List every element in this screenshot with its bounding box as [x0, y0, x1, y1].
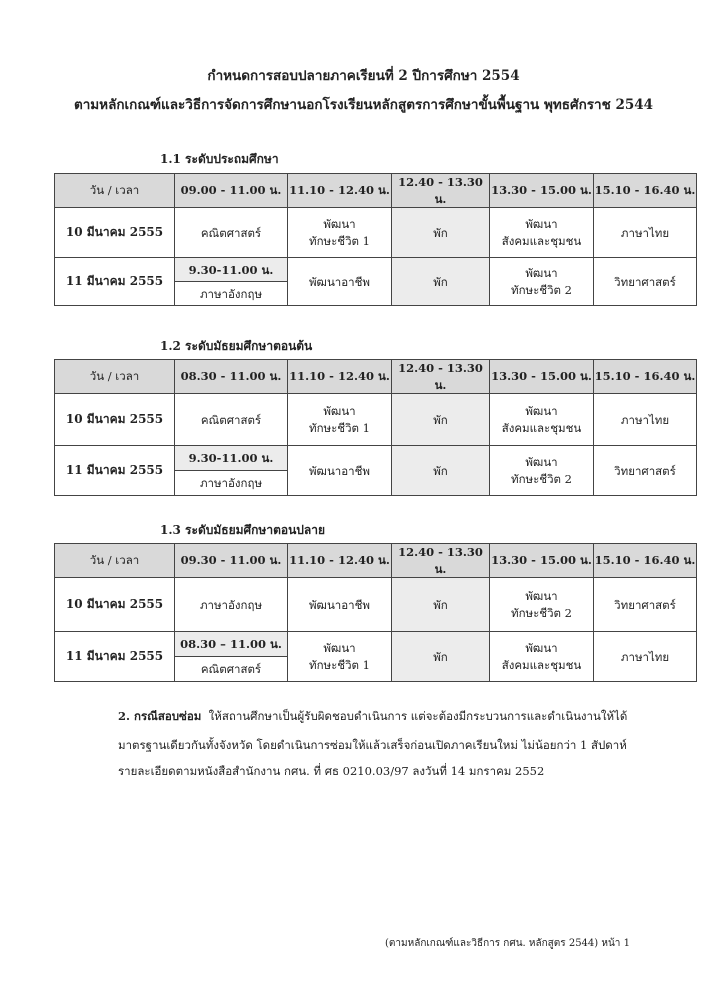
subject-cell: พัฒนา สังคมและชุมชน — [490, 632, 594, 682]
header-cell: 09.30 - 11.00 น. — [175, 544, 288, 578]
subject-cell: คณิตศาสตร์ — [175, 208, 288, 258]
date-cell: 10 มีนาคม 2555 — [55, 578, 175, 632]
subject-cell: พัฒนา ทักษะชีวิต 1 — [288, 394, 392, 446]
page-subtitle: ตามหลักเกณฑ์และวิธีการจัดการศึกษานอกโรงเรียนหลักสูตรการศึกษาขั้นพื้นฐาน พุทธศักราช 2544 — [73, 97, 654, 113]
time-cell: 9.30-11.00 น. — [175, 258, 288, 282]
subject-cell: ภาษาอังกฤษ — [175, 282, 288, 306]
break-cell: พัก — [392, 394, 490, 446]
table-row — [55, 394, 697, 446]
header-cell: 09.00 - 11.00 น. — [175, 174, 288, 208]
date-cell: 11 มีนาคม 2555 — [55, 632, 175, 682]
header-cell: วัน / เวลา — [55, 174, 175, 208]
subject-cell: ภาษาอังกฤษ — [175, 471, 288, 496]
note-line-3: รายละเอียดตามหนังสือสำนักงาน กศน. ที่ ศธ 0210.03/97 ลงวันที่ 14 มกราคม 2552 — [118, 764, 545, 778]
header-cell: 11.10 - 12.40 น. — [288, 174, 392, 208]
subject-cell: วิทยาศาสตร์ — [594, 578, 697, 632]
table-row — [55, 632, 697, 657]
header-cell: 15.10 - 16.40 น. — [594, 360, 697, 394]
subject-cell: คณิตศาสตร์ — [175, 394, 288, 446]
header-cell: 15.10 - 16.40 น. — [594, 544, 697, 578]
date-cell: 11 มีนาคม 2555 — [55, 446, 175, 496]
subject-cell: พัฒนาอาชีพ — [288, 578, 392, 632]
subject-cell: วิทยาศาสตร์ — [594, 446, 697, 496]
subject-cell: ภาษาไทย — [594, 208, 697, 258]
subject-cell: ภาษาไทย — [594, 632, 697, 682]
header-cell: 08.30 - 11.00 น. — [175, 360, 288, 394]
header-cell: 13.30 - 15.00 น. — [490, 360, 594, 394]
header-cell: 15.10 - 16.40 น. — [594, 174, 697, 208]
header-cell: 11.10 - 12.40 น. — [288, 544, 392, 578]
table-header-row — [55, 360, 697, 394]
subject-cell: คณิตศาสตร์ — [175, 657, 288, 682]
table-row — [55, 578, 697, 632]
section-heading-upper-secondary: 1.3 ระดับมัธยมศึกษาตอนปลาย — [160, 523, 326, 537]
header-cell: 13.30 - 15.00 น. — [490, 174, 594, 208]
time-cell: 08.30 – 11.00 น. — [175, 632, 288, 657]
date-cell: 10 มีนาคม 2555 — [55, 394, 175, 446]
subject-cell: วิทยาศาสตร์ — [594, 258, 697, 306]
table-header-row — [55, 174, 697, 208]
header-cell: 13.30 - 15.00 น. — [490, 544, 594, 578]
subject-cell: ภาษาอังกฤษ — [175, 578, 288, 632]
break-cell: พัก — [392, 446, 490, 496]
subject-cell: พัฒนาอาชีพ — [288, 258, 392, 306]
subject-cell: พัฒนา สังคมและชุมชน — [490, 208, 594, 258]
schedule-table-primary — [54, 173, 697, 306]
schedule-table-upper-secondary — [54, 543, 697, 682]
section-heading-lower-secondary: 1.2 ระดับมัธยมศึกษาตอนต้น — [160, 339, 313, 353]
header-cell: 11.10 - 12.40 น. — [288, 360, 392, 394]
subject-cell: พัฒนา ทักษะชีวิต 1 — [288, 208, 392, 258]
note-label: 2. กรณีสอบซ่อม — [118, 709, 202, 723]
header-cell: 12.40 - 13.30 น. — [392, 174, 490, 208]
time-cell: 9.30-11.00 น. — [175, 446, 288, 471]
break-cell: พัก — [392, 578, 490, 632]
header-cell: วัน / เวลา — [55, 360, 175, 394]
subject-cell: พัฒนา ทักษะชีวิต 2 — [490, 446, 594, 496]
page-footer: (ตามหลักเกณฑ์และวิธีการ กศน. หลักสูตร 2544) หน้า 1 — [385, 938, 630, 949]
date-cell: 11 มีนาคม 2555 — [55, 258, 175, 306]
subject-cell: พัฒนา สังคมและชุมชน — [490, 394, 594, 446]
table-row — [55, 208, 697, 258]
section-heading-primary: 1.1 ระดับประถมศึกษา — [160, 152, 279, 166]
break-cell: พัก — [392, 632, 490, 682]
subject-cell: พัฒนา ทักษะชีวิต 1 — [288, 632, 392, 682]
subject-cell: พัฒนา ทักษะชีวิต 2 — [490, 578, 594, 632]
table-row — [55, 446, 697, 471]
break-cell: พัก — [392, 208, 490, 258]
break-cell: พัก — [392, 258, 490, 306]
note-line-2: มาตรฐานเดียวกันทั้งจังหวัด โดยดำเนินการซ่อมให้แล้วเสร็จก่อนเปิดภาคเรียนใหม่ ไม่น้อยกว่า 1 สัปดาห์ — [118, 738, 627, 752]
table-row — [55, 258, 697, 282]
subject-cell: ภาษาไทย — [594, 394, 697, 446]
subject-cell: พัฒนาอาชีพ — [288, 446, 392, 496]
schedule-table-lower-secondary — [54, 359, 697, 496]
page-title: กำหนดการสอบปลายภาคเรียนที่ 2 ปีการศึกษา 2554 — [207, 68, 520, 84]
header-cell: 12.40 - 13.30 น. — [392, 544, 490, 578]
note-text: ให้สถานศึกษาเป็นผู้รับผิดชอบดำเนินการ แต่จะต้องมีกระบวนการและดำเนินงานให้ได้ — [208, 709, 628, 723]
table-header-row — [55, 544, 697, 578]
date-cell: 10 มีนาคม 2555 — [55, 208, 175, 258]
header-cell: วัน / เวลา — [55, 544, 175, 578]
note-line-1 — [118, 708, 678, 726]
header-cell: 12.40 - 13.30 น. — [392, 360, 490, 394]
subject-cell: พัฒนา ทักษะชีวิต 2 — [490, 258, 594, 306]
